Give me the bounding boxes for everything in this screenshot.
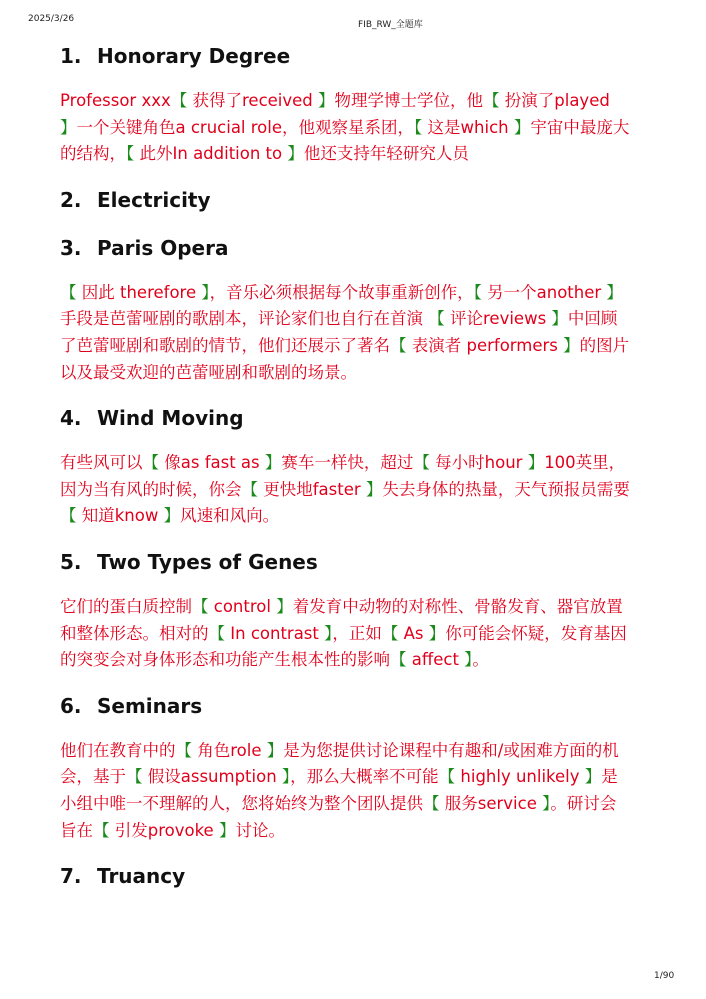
section-paragraph (60, 450, 630, 530)
text-segment: 此外In addition to (134, 144, 288, 164)
text-segment: 角色role (192, 740, 267, 760)
answer-bracket: 【 (142, 453, 159, 473)
answer-bracket: 】 (218, 820, 236, 840)
text-segment: 风速和风向。 (180, 506, 280, 526)
answer-bracket: 【 (381, 623, 399, 643)
text-segment: Professor xxx (60, 91, 171, 110)
text-segment: 中回顾了芭蕾哑剧和歌剧的情节，他们还展示了著名 (60, 309, 618, 355)
section-electricity (60, 184, 630, 216)
text-segment: 一个关键角色a crucial role，他观察星系团， (76, 117, 415, 137)
text-segment: 每小时hour (429, 453, 528, 473)
answer-bracket: 】 (527, 453, 545, 473)
text-segment: 表演者 performers (406, 335, 564, 355)
text-segment: 知道know (76, 506, 164, 526)
text-segment: 你可能会怀疑，发育基因的突变会对身体形态和功能产生根本性的影响 (60, 623, 627, 670)
answer-bracket: 【 (175, 740, 192, 760)
section-seminars (60, 690, 630, 844)
answer-bracket: 】 (163, 506, 181, 526)
answer-bracket: 】 (606, 282, 623, 302)
answer-bracket: 【 (170, 91, 188, 110)
text-segment: 赛车一样快，超过 (281, 453, 414, 473)
section-paragraph (60, 88, 630, 168)
text-segment: 。 (472, 650, 489, 670)
text-segment: 100英里，因为当有风的时候，你会 (60, 453, 626, 499)
text-segment: 它们的蛋白质控制 (60, 596, 192, 616)
text-segment: 更快地faster (258, 479, 366, 499)
section-paragraph (60, 594, 630, 674)
answer-bracket: 【 (126, 767, 143, 787)
section-paris-opera (60, 232, 630, 386)
document-title: FIB_RW_全题库 (358, 20, 423, 30)
text-segment: 服务service (439, 793, 543, 813)
answer-bracket: 】 (365, 479, 383, 499)
answer-bracket: 【 (473, 282, 482, 302)
answer-bracket: 】 (318, 91, 335, 110)
text-segment: 他还支持年轻研究人员 (303, 144, 469, 164)
page-number: 1/90 (654, 971, 675, 981)
answer-bracket: 【 (423, 793, 440, 813)
answer-bracket: 【 (241, 479, 258, 499)
answer-bracket: 】 (324, 623, 333, 643)
answer-bracket: 【 (413, 453, 430, 473)
answer-bracket: 】 (428, 623, 446, 643)
text-segment: 因此 therefore (76, 282, 202, 302)
answer-bracket: 【 (192, 596, 209, 616)
section-heading: 6. Seminars (60, 693, 203, 718)
answer-bracket: 】 (542, 793, 551, 813)
text-segment: 有些风可以 (60, 453, 143, 473)
text-segment: 着发育中动物的对称性、骨骼发育、器官放置和整体形态。相对的 (60, 596, 623, 643)
answer-bracket: 【 (93, 820, 110, 840)
text-segment: ，正如 (332, 623, 382, 643)
answer-bracket: 】 (464, 650, 473, 670)
answer-bracket: 【 (390, 335, 407, 355)
text-segment: 引发provoke (109, 820, 219, 840)
text-segment: 宇宙中最庞大的结构， (60, 117, 630, 164)
text-segment: 扮演了played (499, 91, 610, 110)
text-segment: In contrast (225, 623, 325, 643)
text-segment: 获得了received (187, 91, 319, 110)
section-heading: 7. Truancy (60, 864, 186, 889)
answer-bracket: 】 (60, 117, 77, 137)
answer-bracket: 】 (563, 335, 580, 355)
section-wind-moving (60, 402, 630, 530)
text-segment: 这是which (422, 117, 514, 137)
text-segment: highly unlikely (455, 767, 585, 787)
text-segment: 的图片以及最受欢迎的芭蕾哑剧和歌剧的场景。 (60, 335, 630, 382)
print-date: 2025/3/26 (28, 14, 75, 24)
text-segment: 假设assumption (142, 767, 282, 787)
section-two-types-of-genes (60, 546, 630, 674)
answer-bracket: 】 (281, 767, 291, 787)
section-heading: 5. Two Types of Genes (60, 549, 318, 574)
section-heading: 2. Electricity (60, 187, 211, 212)
section-truancy (60, 860, 630, 892)
text-segment: 评论reviews (444, 309, 552, 329)
text-segment: ，那么大概率不可能 (290, 767, 439, 787)
text-segment: 手段是芭蕾哑剧的歌剧本，评论家们也自行在首演 (60, 309, 429, 329)
answer-bracket: 【 (208, 623, 225, 643)
answer-bracket: 【 (428, 309, 445, 329)
section-heading: 4. Wind Moving (60, 406, 244, 431)
answer-bracket: 】 (266, 740, 284, 760)
answer-bracket: 【 (60, 282, 77, 302)
section-paragraph (60, 738, 630, 844)
section-heading: 1. Honorary Degree (60, 44, 291, 68)
answer-bracket: 【 (483, 91, 500, 110)
answer-bracket: 】 (287, 144, 304, 164)
text-segment: 另一个another (481, 282, 607, 302)
answer-bracket: 】 (201, 282, 210, 302)
text-segment: affect (406, 650, 465, 670)
text-segment: 失去身体的热量，天气预报员需要 (382, 479, 630, 499)
text-segment: 是为您提供讨论课程中有趣和/或困难方面的机会，基于 (60, 740, 619, 787)
text-segment: 他们在教育中的 (60, 740, 176, 760)
text-segment: ，音乐必须根据每个故事重新创作， (209, 282, 474, 302)
answer-bracket: 】 (584, 767, 602, 787)
text-segment: 讨论。 (235, 820, 285, 840)
answer-bracket: 】 (513, 117, 531, 137)
text-segment: 。研讨会旨在 (60, 793, 617, 840)
answer-bracket: 【 (390, 650, 407, 670)
answer-bracket: 【 (126, 144, 135, 164)
answer-bracket: 】 (264, 453, 282, 473)
text-segment: 像as fast as (159, 453, 265, 473)
text-segment: As (398, 623, 429, 643)
answer-bracket: 】 (276, 596, 293, 616)
question-list (60, 40, 630, 908)
answer-bracket: 】 (551, 309, 568, 329)
answer-bracket: 【 (438, 767, 456, 787)
text-segment: 物理学博士学位，他 (334, 91, 484, 110)
section-heading: 3. Paris Opera (60, 235, 229, 260)
answer-bracket: 【 (414, 117, 423, 137)
answer-bracket: 【 (60, 506, 77, 526)
text-segment: 是小组中唯一不理解的人，您将始终为整个团队提供 (60, 767, 618, 813)
section-honorary-degree (60, 40, 630, 168)
text-segment: control (208, 596, 277, 616)
section-paragraph (60, 280, 630, 386)
